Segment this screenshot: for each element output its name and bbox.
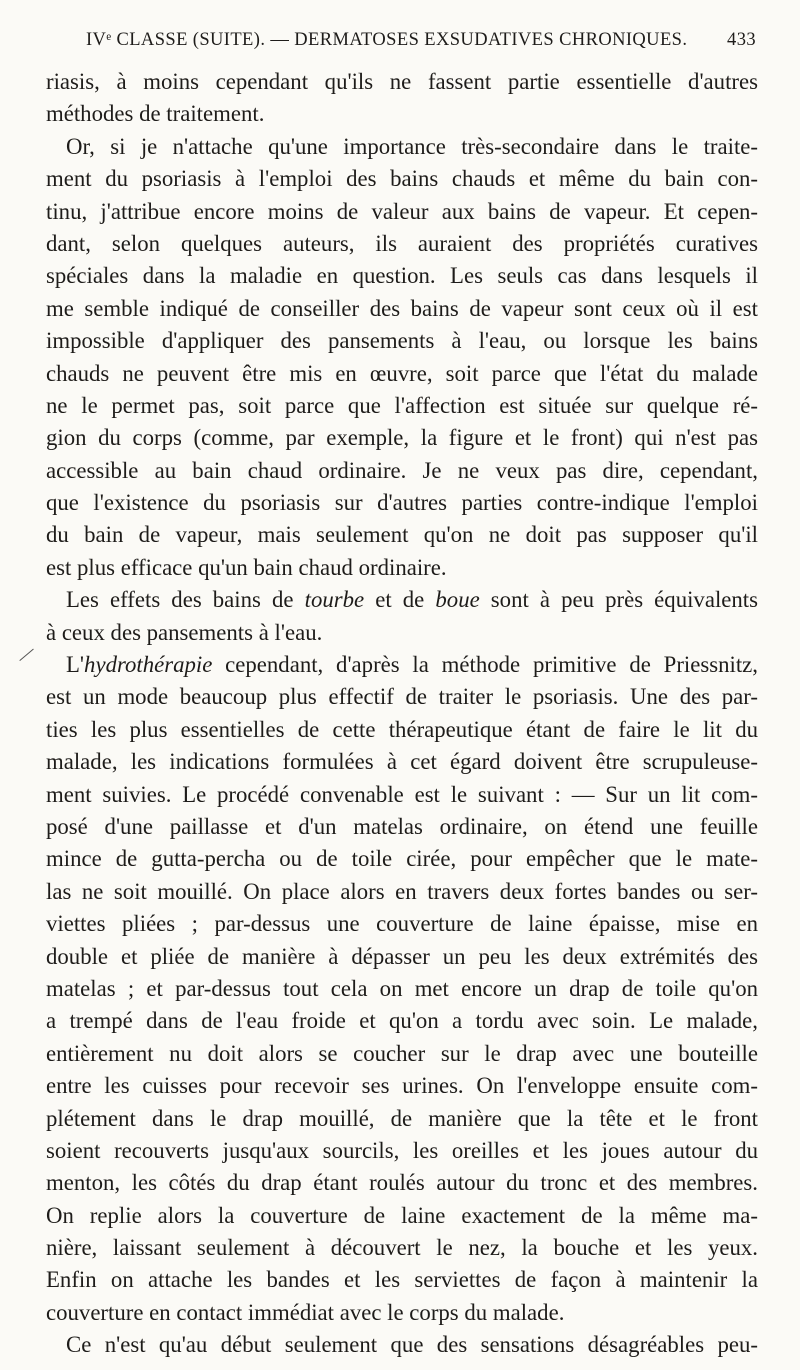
- italic-term: boue: [435, 587, 480, 613]
- text-line: spéciales dans la maladie en question. Les seuls cas dans lesquels il: [46, 263, 758, 289]
- text-run: sont à peu près équivalents: [479, 587, 758, 613]
- text-line: riasis, à moins cependant qu'ils ne fassent partie essentielle d'autres: [46, 69, 758, 94]
- text-line: matelas ; et par-dessus tout cela on met encore un drap de toile qu'on: [46, 975, 758, 1001]
- text-line: Enfin on attache les bandes et les serviettes de façon à maintenir la: [46, 1267, 758, 1293]
- body-text: [46, 66, 758, 1362]
- italic-term: tourbe: [304, 587, 365, 613]
- paragraph-start-line: [46, 649, 758, 681]
- text-line: a trempé dans de l'eau froide et qu'on a tordu avec soin. Le malade,: [46, 1008, 758, 1034]
- text-line: gion du corps (comme, par exemple, la figure et le front) qui n'est pas: [46, 425, 758, 451]
- running-header: [86, 30, 756, 60]
- text-run: Les effets des bains de: [66, 587, 305, 613]
- text-line: chauds ne peuvent être mis en œuvre, soit parce que l'état du malade: [46, 360, 758, 386]
- text-line: que l'existence du psoriasis sur d'autres parties contre-indique l'emploi: [46, 490, 758, 516]
- text-run: et de: [364, 587, 436, 613]
- text-line: viettes pliées ; par-dessus une couverture de laine épaisse, mise en: [46, 911, 758, 937]
- text-line: méthodes de traitement.: [46, 101, 265, 127]
- text-line: plétement dans le drap mouillé, de manière que la tête et le front: [46, 1105, 758, 1131]
- text-line: est plus efficace qu'un bain chaud ordinaire.: [46, 554, 447, 580]
- text-line: ment suivies. Le procédé convenable est le suivant : — Sur un lit com-: [46, 781, 758, 807]
- text-line: me semble indiqué de conseiller des bains de vapeur sont ceux où il est: [46, 295, 758, 321]
- page-number: 433: [727, 30, 756, 50]
- text-line: accessible au bain chaud ordinaire. Je ne veux pas dire, cependant,: [46, 457, 758, 483]
- text-line: entre les cuisses pour recevoir ses urines. On l'enveloppe ensuite com-: [46, 1073, 758, 1099]
- text-run: L': [66, 652, 85, 678]
- text-line: entièrement nu doit alors se coucher sur le drap avec une bouteille: [46, 1040, 758, 1066]
- text-run: cependant, d'après la méthode primitive de Priessnitz,: [212, 652, 758, 678]
- text-line: est un mode beaucoup plus effectif de traiter le psoriasis. Une des par-: [46, 684, 758, 710]
- paragraph-start-line: Or, si je n'attache qu'une importance très-secondaire dans le traite-: [66, 133, 758, 159]
- text-line: soient recouverts jusqu'aux sourcils, les oreilles et les joues autour du: [46, 1137, 758, 1163]
- paragraph-start-line: Ce n'est qu'au début seulement que des sensations désagréables peu-: [66, 1332, 758, 1358]
- italic-term: hydrothérapie: [84, 652, 213, 678]
- text-line: ne le permet pas, soit parce que l'affection est située sur quelque ré-: [46, 392, 758, 418]
- text-line: malade, les indications formulées à cet égard doivent être scrupuleuse-: [46, 749, 758, 775]
- text-line: menton, les côtés du drap étant roulés autour du tronc et des membres.: [46, 1170, 758, 1196]
- text-line: posé d'une paillasse et d'un matelas ordinaire, on étend une feuille: [46, 813, 758, 839]
- running-title: IVᵉ CLASSE (SUITE). — DERMATOSES EXSUDATIVES CHRONIQUES.: [86, 30, 688, 50]
- margin-pencil-mark: [7, 633, 34, 661]
- text-line: dant, selon quelques auteurs, ils auraient des propriétés curatives: [46, 230, 758, 256]
- text-line: ties les plus essentielles de cette thérapeutique étant de faire le lit du: [46, 716, 758, 742]
- text-line: nière, laissant seulement à découvert le nez, la bouche et les yeux.: [46, 1235, 758, 1261]
- text-line: du bain de vapeur, mais seulement qu'on ne doit pas supposer qu'il: [46, 522, 758, 548]
- text-line: On replie alors la couverture de laine exactement de la même ma-: [46, 1202, 758, 1228]
- text-line: impossible d'appliquer des pansements à l'eau, ou lorsque les bains: [46, 328, 758, 354]
- text-line: double et pliée de manière à dépasser un peu les deux extrémités des: [46, 943, 758, 969]
- text-line: à ceux des pansements à l'eau.: [46, 619, 323, 645]
- paragraph-start-line: [46, 584, 758, 616]
- text-line: tinu, j'attribue encore moins de valeur aux bains de vapeur. Et cepen-: [46, 198, 758, 224]
- text-line: mince de gutta-percha ou de toile cirée, pour empêcher que le mate-: [46, 846, 758, 872]
- text-line: couverture en contact immédiat avec le corps du malade.: [46, 1299, 565, 1325]
- text-line: las ne soit mouillé. On place alors en travers deux fortes bandes ou ser-: [46, 878, 758, 904]
- text-line: ment du psoriasis à l'emploi des bains chauds et même du bain con-: [46, 166, 758, 192]
